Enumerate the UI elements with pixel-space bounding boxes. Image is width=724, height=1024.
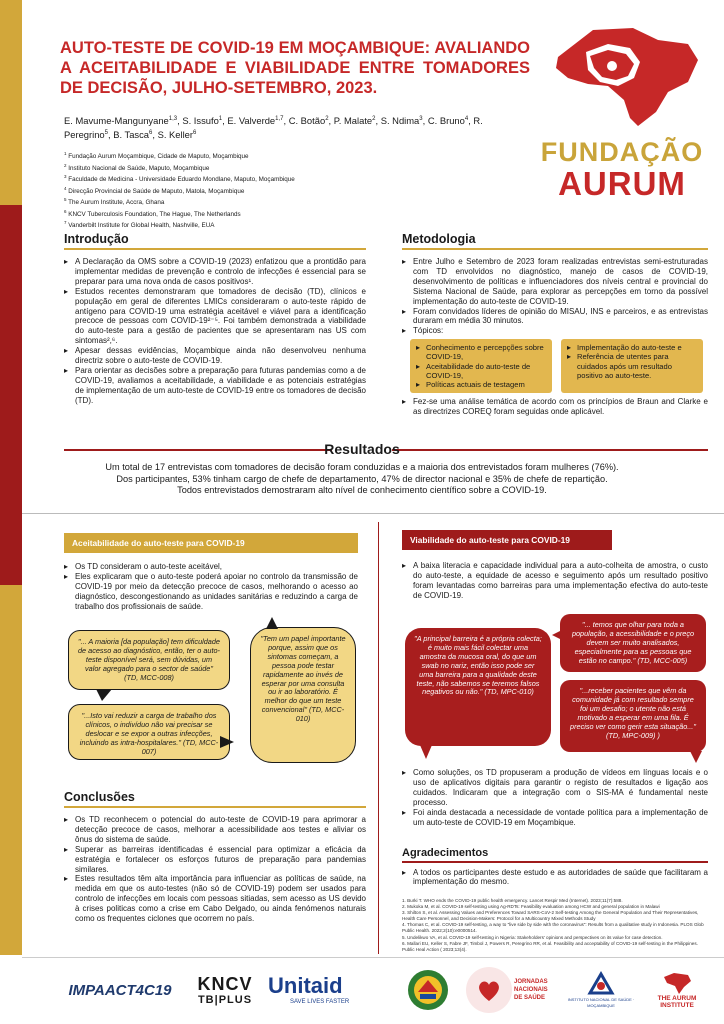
author-affiliation-number: 6 — [149, 130, 153, 137]
jornadas-icon — [466, 967, 512, 1013]
affiliation-item: $^7$ Vanderbilt Institute for Global Health, Nashville, EUA — [64, 220, 215, 230]
quote-bubble-mpc-009: "...receber pacientes que vêm da comunidade já com resultado sempre foi um desafio; o utente não está motivado a esperar em uma fila. É preciso ver como gerir esta situação..." (TD, MPC-009) ) — [560, 680, 706, 752]
unitaid-logo — [268, 966, 386, 1014]
feasibility-bullet: ▸ Como soluções, os TD propuseram a produção de vídeos em línguas locais e o uso de aplicativos digitais para garantir o registo de resultados e ligação aos cuidados. Indicaram que a integração com o SIS-MA é fundamental neste processo. — [402, 768, 708, 808]
conclusions-bullet: ▸ Superar as barreiras identificadas é essencial para optimizar a eficácia da estratégia e fortalecer os esforços futuros de preparação para pandemias similares. — [64, 845, 366, 875]
feasibility-bullet: ▸ A baixa literacia e capacidade individual para a auto-colheita de amostra, o custo do auto-teste, a equidade de acesso e seguimento após um resultado positivo foram levantadas como barreiras para uma implementação efectiva do auto-teste de COVID-19. — [402, 561, 708, 601]
topics-right-box — [561, 339, 703, 393]
author-name: E. Mavume-Mangunyane$^{1,3}$ — [64, 115, 178, 127]
feasibility-solutions — [402, 768, 708, 827]
acceptability-bullet: ▸ Eles explicaram que o auto-teste poderá apoiar no controlo da transmissão de COVID-19 por meio da detecção precoce de casos, melhorando o acesso ao diagnóstico, descongestionando as unidades sanitárias e reduzindo a carga de trabalho dos profissionais de saúde. — [64, 572, 358, 612]
intro-bullet: ▸ Para orientar as decisões sobre a preparação para futuras pandemias como a de COVID-19, avaliamos a aceitabilidade, a viabilidade e as potenciais estratégias de implementação de um auto-teste de COVID-19 entre os tomadores de decisão (TD). — [64, 366, 366, 406]
thanks-bullet: ▸ A todos os participantes deste estudo e as autoridades de saúde que facilitaram a implementação do mesmo. — [402, 868, 708, 888]
logo-line-1: FUNDAÇÃO — [540, 137, 704, 167]
author-name: S. Issufo$^1$ — [182, 115, 223, 127]
author-affiliation-number: 3 — [419, 116, 423, 122]
results-line: Um total de 17 entrevistas com tomadores de decisão foram conduzidas e a maioria dos entrevistados foram mulheres (76%). — [105, 462, 619, 472]
author-name: S. Ndima$^3$ — [380, 115, 423, 127]
reference-item: 3. Shilton S, et al. Assessing Values and Preferences Toward SARS-CoV-2 Self-testing Among the General Population and Their Representatives, Health Care Personnel, and Decision-Makers: Protocol for a Multicountry Mixed Methods Study — [402, 910, 699, 922]
results-summary — [90, 462, 634, 497]
thanks-bullets — [402, 868, 708, 888]
column-divider — [378, 522, 379, 954]
acceptability-section — [64, 533, 358, 612]
impaact4c19-logo — [60, 966, 180, 1014]
kncv-logo — [190, 966, 260, 1014]
kncv-text: KNCV — [197, 973, 253, 994]
emblem-icon — [406, 968, 450, 1012]
conclusions-heading: Conclusões — [64, 790, 135, 804]
kncv-tbplus-text: TB|PLUS — [197, 993, 253, 1006]
thanks-section — [402, 847, 708, 887]
intro-bullet: ▸ Estudos recentes demonstraram que tomadores de decisão (TD), clínicos e população em geral de diferentes LMICs consideraram o auto-teste rápido de antígeno para COVID-19 uma estratégia aceitável e viável para a identificação precoce de pessoas com COVID-19²⁻⁵. Foi também demonstrada a viabilidade do auto-teste para a gestão de pacientes que se apresentaram nas US com sintomas²,⁶. — [64, 287, 366, 346]
side-bar-gold-top — [0, 0, 22, 205]
topics-boxes — [410, 339, 708, 393]
ins-logo — [566, 966, 636, 1014]
feasibility-bullets — [402, 561, 708, 601]
conclusions-bullet: ▸ Estes resultados têm alta importância para influenciar as políticas de saúde, na medida em que os auto-testes (não só de COVID-19) podem ser usados para controlo de infecções em locais com pessoas sitiadas, sem acesso as US devido à crises politicas como a crise em Cabo Delgado, ou ainda fenómenos naturais como os frequentes ciclones que ocorrem no país. — [64, 874, 366, 924]
author-affiliation-number: 1,7 — [275, 116, 284, 122]
author-affiliation-number: 6 — [193, 130, 197, 137]
thanks-heading: Agradecimentos — [402, 847, 489, 859]
conclusions-bullet: ▸ Os TD reconhecem o potencial do auto-teste de COVID-19 para aprimorar a detecção precoce de casos, melhorar a acessibilidade aos testes e aliviar os ônus do sistema de saúde. — [64, 815, 366, 845]
feasibility-section — [402, 530, 708, 601]
method-bullet: ▸ Tópicos: — [402, 326, 708, 336]
conclusions-bullets — [64, 815, 366, 924]
bubble-tail — [690, 751, 702, 763]
affiliation-item: $^5$ The Aurum Institute, Accra, Ghana — [64, 197, 165, 207]
method-bullet: ▸ Foram convidados líderes de opinião do MISAU, INS e parceiros, e as entrevistas duraram em média 30 minutos. — [402, 307, 708, 327]
affiliation-list — [64, 150, 504, 231]
ins-icon — [586, 971, 616, 997]
reference-item: 4. Thomas C, et al. COVID-19 self-testing, a way to "live side by side with the coronavirus": Results from a qualitative study in Indonesia. PLOS Glob Public Health. 2022;2(10):e0000514. — [402, 922, 704, 934]
jornadas-saude-logo — [466, 966, 554, 1014]
intro-bullet: ▸ Apesar dessas evidências, Moçambique ainda não desenvolveu nenhuma directriz sobre o auto-teste de COVID-19. — [64, 346, 366, 366]
quote-bubble-mcc-010: "Tem um papel importante porque, assim que os sintomas começam, a pessoa pode testar rapidamente ao invés de esperar por uma consulta ou ir ao laboratório. É melhor do que um teste convencional" (TD, MCC-010) — [250, 627, 356, 763]
author-affiliation-number: 2 — [325, 116, 329, 122]
results-line: Todos entrevistados demostraram alto nível de conhecimento científico sobre a COVID-19. — [177, 485, 547, 495]
method-divider — [402, 248, 708, 250]
method-section — [402, 232, 708, 417]
author-name: S. Keller$^6$ — [157, 129, 197, 141]
intro-heading: Introdução — [64, 232, 129, 246]
bubble-tail — [552, 630, 562, 640]
method-last-bullet — [402, 397, 708, 417]
method-bullet: ▸ Fez-se uma análise temática de acordo com os princípios de Braun and Clarke e as directrizes COREQ foram seguidas onde aplicável. — [402, 397, 708, 417]
topic-item: ▸ Implementação do auto-teste e — [567, 343, 697, 352]
aurum-institute-logo — [646, 966, 708, 1014]
footer-divider — [22, 957, 724, 958]
bubble-tail — [420, 745, 432, 759]
topics-left-box — [410, 339, 552, 393]
intro-bullet: ▸ A Declaração da OMS sobre a COVID-19 (2023) enfatizou que a prontidão para implementar medidas de prevenção e controlo de infecções é essencial para se preparar para uma nova onda de casos positivos¹. — [64, 257, 366, 287]
affiliation-item: $^4$ Direcção Provincial de Saúde de Maputo, Matola, Moçambique — [64, 185, 245, 195]
quote-bubble-mcc-005: "... temos que olhar para toda a população, a acessibilidade e o preço devem ser muito analisados, especialmente para as pessoas que estão no campo." (TD, MCC-005) — [560, 614, 706, 672]
author-affiliation-number: 5 — [104, 130, 108, 137]
affiliation-item: $^1$ Fundação Aurum Moçambique, Cidade de Maputo, Moçambique — [64, 151, 249, 161]
aurum-institute-text: THE AURUM INSTITUTE — [657, 995, 697, 1009]
bubble-tail — [220, 736, 234, 748]
topic-item: ▸ Políticas actuais de testagem — [416, 380, 546, 389]
side-bar-gold-bottom — [0, 585, 22, 955]
jornadas-text: JORNADAS NACIONAIS DE SAÚDE — [514, 979, 548, 1001]
intro-bullets — [64, 257, 366, 406]
author-affiliation-number: 1 — [218, 116, 223, 122]
author-name: C. Bruno$^4$ — [427, 115, 469, 127]
topic-item: ▸ Conhecimento e percepções sobre COVID-19, — [416, 343, 546, 361]
fundacao-aurum-logo — [538, 22, 706, 202]
logo-line-2: AURUM — [558, 165, 686, 202]
feasibility-bullet: ▸ Foi ainda destacada a necessidade de vontade política para a implementação de um auto-teste de COVID-19 em Moçambique. — [402, 808, 708, 828]
results-divider — [22, 513, 724, 514]
quote-bubble-mcc-008: "... A maioria [da população] tem dificuldade de acesso ao diagnóstico, então, ter o auto-teste disponível será, sem dúvidas, um valor agregado para o sector de saúde" (TD, MCC-008) — [68, 630, 230, 690]
author-name: E. Valverde$^{1,7}$ — [227, 115, 284, 127]
poster-title: AUTO-TESTE DE COVID-19 EM MOÇAMBIQUE: AVALIANDO A ACEITABILIDADE E VIABILIDADE ENTRE TOMADORES DE DECISÃO, JULHO-SETEMBRO, 2023. — [60, 39, 530, 97]
bubble-tail — [266, 617, 278, 629]
feasibility-heading: Viabilidade do auto-teste para COVID-19 — [402, 530, 612, 550]
reference-item: 5. Undelikwo VA, et al. COVID-19 self-testing in Nigeria: Stakeholders' opinions and perspectives on its value for case detection. — [402, 934, 663, 940]
topic-item: ▸ Referência de utentes para cuidados após um resultado positivo ao auto-teste. — [567, 352, 697, 380]
mozambique-emblem-logo — [402, 966, 454, 1014]
method-bullet: ▸ Entre Julho e Setembro de 2023 foram realizadas entrevistas semi-estruturadas com TD envolvidos no diagnóstico, manejo de casos de COVID-19, desenvolvimento de políticas e influenciadores dos níveis central e provincial do Sistema Nacional de Saúde, para explorar as percepções em torno da possível implementação do auto-teste de COVID-19. — [402, 257, 708, 307]
method-heading: Metodologia — [402, 232, 476, 246]
references — [402, 898, 708, 953]
author-name: R. Peregrino$^5$ — [64, 115, 483, 141]
africa-map-icon — [538, 22, 706, 132]
unitaid-tagline: SAVE LIVES FASTER — [290, 998, 350, 1005]
acceptability-bullets — [64, 562, 358, 612]
author-name: B. Tasca$^6$ — [113, 129, 153, 141]
thanks-divider — [402, 861, 708, 863]
africa-icon — [660, 971, 694, 995]
ins-text: INSTITUTO NACIONAL DE SAÚDE · MOÇAMBIQUE — [567, 997, 635, 1008]
intro-section — [64, 232, 366, 406]
acceptability-bullet: ▸ Os TD consideram o auto-teste aceitável, — [64, 562, 358, 572]
topic-item: ▸ Aceitabilidade do auto-teste de COVID-19, — [416, 362, 546, 380]
conclusions-section — [64, 790, 366, 924]
author-name: C. Botão$^2$ — [288, 115, 329, 127]
acceptability-heading: Aceitabilidade do auto-teste para COVID-19 — [64, 533, 358, 553]
reference-item: 2. Mukoka M, et al. COVID-19 self-testing using Ag-RDTs: Feasibility evaluation among HCW and general population in Malawi — [402, 904, 660, 910]
author-affiliation-number: 4 — [464, 116, 469, 122]
author-name: P. Malate$^2$ — [333, 115, 376, 127]
author-affiliation-number: 2 — [372, 116, 376, 122]
method-bullets — [402, 257, 708, 336]
intro-divider — [64, 248, 366, 250]
author-affiliation-number: 1,3 — [168, 116, 178, 122]
conclusions-divider — [64, 806, 366, 808]
bubble-tail — [96, 689, 112, 701]
unitaid-text: Unitaid — [268, 972, 343, 998]
reference-item: 1. Burki T. WHO ends the COVID-19 public health emergency. Lancet Respir Med (Internet). 2023;11(7):588. — [402, 898, 623, 903]
side-bar-red — [0, 205, 22, 585]
affiliation-item: $^3$ Faculdade de Medicina - Universidade Eduardo Mondlane, Maputo, Moçambique — [64, 174, 295, 184]
affiliation-item: $^2$ Instituto Nacional de Saúde, Maputo, Moçambique — [64, 162, 210, 172]
affiliation-item: $^6$ KNCV Tuberculosis Foundation, The Hague, The Netherlands — [64, 208, 241, 218]
quote-bubble-mcc-007: "...Isto vai reduzir a carga de trabalho dos clínicos, o indivíduo não vai precisar se deslocar e se expor a outras infecções, incluindo as intra-hospitalares." (TD, MCC-007) — [68, 704, 230, 760]
impaact4c19-text: IMPAACT4C19 — [68, 981, 172, 999]
results-heading: Resultados — [324, 441, 400, 457]
quote-bubble-mpc-010: "A principal barreira é a própria colecta; é muito mais fácil colectar uma amostra da mucosa oral, do que um swab no nariz, então isso pode ser uma barreira para a qualidade deste teste, não sabemos se teremos falsos negativos ou não." (TD, MPC-010) — [405, 628, 551, 746]
results-line: Dos participantes, 53% tinham cargo de chefe de departamento, 47% de director nacional e 35% de chefe de repartição. — [116, 473, 608, 484]
reference-item: 6. Mallari EU, Keller S, Fabre JF, Timbol J, Powers R, Peregrino RR, et al. Feasibility and acceptability of COVID-19 self-testing in the Philippines. Public Heal Action ( 2023;13(4). — [402, 940, 698, 952]
author-list: E. Mavume-Mangunyane$^{1,3}$, S. Issufo$^1$, E. Valverde$^{1,7}$, C. Botão$^2$, P. Malate$^2$, S. Ndima$^3$, C. Bruno$^4$, R. Peregrino$^5$, B. Tasca$^6$, S. Keller$^6$ — [64, 115, 483, 141]
